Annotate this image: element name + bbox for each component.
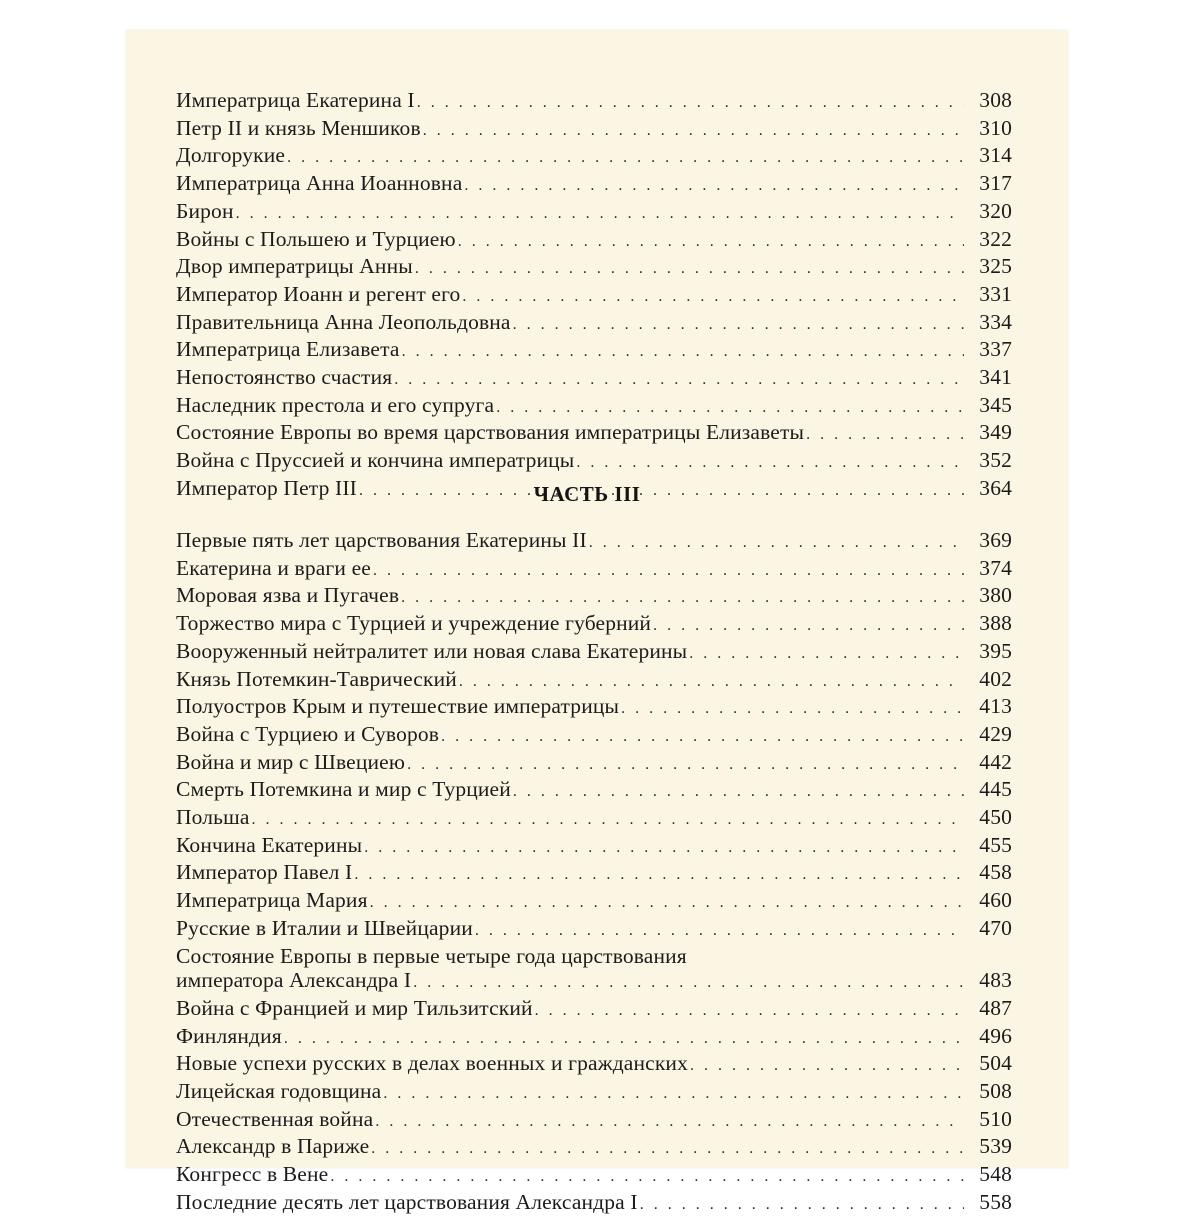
toc-entry-page-number: 369 <box>979 528 1012 552</box>
toc-entry-page-number: 458 <box>979 860 1012 885</box>
dot-leader <box>576 451 964 476</box>
toc-entry-page-number: 413 <box>979 694 1012 719</box>
toc-entry-row <box>176 1134 1012 1162</box>
dot-leader <box>589 531 964 556</box>
toc-part-three-entry <box>176 667 1012 695</box>
toc-entry-title: Екатерина и враги ее <box>176 555 371 580</box>
toc-part-two-list <box>176 88 1012 504</box>
toc-entry-row <box>176 750 1012 778</box>
toc-entry-row <box>176 116 1012 144</box>
toc-part-three-entry <box>176 750 1012 778</box>
toc-entry-row <box>176 420 1012 448</box>
toc-entry-title: Император Иоанн и регент его <box>176 281 461 306</box>
toc-entry-title: Состояние Европы в первые четыре года царствования <box>176 943 687 968</box>
toc-entry-page-number: 380 <box>979 583 1012 608</box>
toc-entry-title: Императрица Екатерина I <box>176 88 415 112</box>
toc-entry-page-number: 445 <box>979 777 1012 802</box>
toc-entry-title: Новые успехи русских в делах военных и гражданских <box>176 1051 688 1076</box>
toc-entry-row <box>176 88 1012 116</box>
toc-part-three-entry <box>176 694 1012 722</box>
toc-part-two-entry <box>176 88 1012 116</box>
toc-entry-row <box>176 528 1012 556</box>
toc-entry-row <box>176 722 1012 750</box>
toc-entry-row <box>176 805 1012 833</box>
toc-entry-page-number: 341 <box>979 365 1012 390</box>
dot-leader <box>287 146 964 171</box>
toc-entry-page-number: 317 <box>979 171 1012 196</box>
toc-entry-page-number: 402 <box>979 666 1012 691</box>
dot-leader <box>373 559 964 584</box>
dot-leader <box>653 614 964 639</box>
dot-leader <box>401 586 964 611</box>
toc-entry-title: Императрица Мария <box>176 888 368 913</box>
toc-entry-row <box>176 393 1012 421</box>
toc-part-two-entry <box>176 337 1012 365</box>
toc-part-three-entry <box>176 1107 1012 1135</box>
toc-part-three-entry <box>176 805 1012 833</box>
dot-leader <box>354 863 964 888</box>
toc-part-three-entry <box>176 916 1012 944</box>
toc-entry-page-number: 325 <box>979 254 1012 279</box>
dot-leader <box>459 670 964 695</box>
dot-leader <box>413 971 964 996</box>
toc-entry-row <box>176 968 1012 996</box>
toc-entry-title: Смерть Потемкина и мир с Турцией <box>176 777 511 802</box>
toc-entry-row <box>176 1190 1012 1218</box>
toc-entry-title: Моровая язва и Пугачев <box>176 583 400 608</box>
toc-entry-row <box>176 337 1012 365</box>
toc-entry-page-number: 322 <box>979 226 1012 251</box>
dot-leader <box>407 753 964 778</box>
toc-entry-row <box>176 888 1012 916</box>
toc-entry-title: Князь Потемкин-Таврический <box>176 666 457 691</box>
toc-entry-title: Польша <box>176 805 250 830</box>
toc-entry-page-number: 470 <box>979 915 1012 940</box>
toc-entry-row <box>176 833 1012 861</box>
toc-entry-row <box>176 282 1012 310</box>
toc-part-three-entry <box>176 968 1012 996</box>
toc-part-three-entry <box>176 1162 1012 1190</box>
toc-entry-page-number: 364 <box>979 475 1012 500</box>
toc-part-two-entry <box>176 171 1012 199</box>
dot-leader <box>496 396 964 421</box>
toc-entry-row <box>176 611 1012 639</box>
toc-entry-title: Последние десять лет царствования Александра I <box>176 1189 638 1214</box>
toc-part-three-entry <box>176 833 1012 861</box>
toc-part-three-list <box>176 528 1012 1218</box>
dot-leader <box>371 1137 964 1162</box>
toc-entry-page-number: 496 <box>979 1023 1012 1048</box>
part-three-heading-text: ЧАСТЬ III <box>533 482 641 506</box>
toc-entry-row <box>176 227 1012 255</box>
toc-entry-title: Война и мир с Швециею <box>176 749 406 774</box>
toc-part-two-entry <box>176 420 1012 448</box>
toc-entry-row <box>176 1079 1012 1107</box>
toc-entry-row <box>176 254 1012 282</box>
dot-leader <box>423 119 964 144</box>
toc-entry-page-number: 334 <box>979 309 1012 334</box>
toc-entry-title: Торжество мира с Турцией и учреждение губерний <box>176 611 652 636</box>
toc-entry-page-number: 337 <box>979 337 1012 362</box>
toc-entry-title: Петр II и князь Меншиков <box>176 115 421 140</box>
toc-part-three-entry <box>176 1079 1012 1107</box>
toc-part-three-entry <box>176 777 1012 805</box>
toc-entry-row <box>176 777 1012 805</box>
toc-entry-row <box>176 860 1012 888</box>
toc-entry-row <box>176 667 1012 695</box>
toc-entry-title: Война с Турциею и Суворов <box>176 721 440 746</box>
toc-entry-page-number: 504 <box>979 1051 1012 1076</box>
toc-entry-page-number: 320 <box>979 198 1012 223</box>
toc-part-two-entry <box>176 199 1012 227</box>
toc-part-three-entry <box>176 860 1012 888</box>
toc-entry-page-number: 429 <box>979 721 1012 746</box>
toc-entry-page-number: 349 <box>979 420 1012 445</box>
toc-part-three-entry <box>176 583 1012 611</box>
toc-part-three-entry <box>176 1190 1012 1218</box>
toc-entry-row <box>176 365 1012 393</box>
toc-entry-title: Отечественная война <box>176 1106 374 1131</box>
dot-leader <box>689 642 964 667</box>
toc-part-two-entry <box>176 282 1012 310</box>
toc-entry-row <box>176 996 1012 1024</box>
toc-entry-title: Непостоянство счастия <box>176 365 393 390</box>
toc-entry-title: Наследник престола и его супруга <box>176 392 495 417</box>
toc-entry-title: Императрица Анна Иоанновна <box>176 171 463 196</box>
toc-entry-page-number: 308 <box>979 88 1012 112</box>
toc-entry-title: Конгресс в Вене <box>176 1162 329 1187</box>
toc-entry-row <box>176 944 1012 969</box>
toc-entry-title: Правительница Анна Леопольдовна <box>176 309 511 334</box>
dot-leader <box>375 1110 964 1135</box>
dot-leader <box>284 1027 964 1052</box>
toc-part-three-entry <box>176 528 1012 556</box>
toc-entry-row <box>176 448 1012 476</box>
toc-entry-title: Состояние Европы во время царствования императрицы Елизаветы <box>176 420 805 445</box>
toc-entry-page-number: 314 <box>979 143 1012 168</box>
toc-entry-page-number: 450 <box>979 805 1012 830</box>
dot-leader <box>464 174 964 199</box>
toc-entry-row <box>176 1051 1012 1079</box>
toc-entry-row <box>176 1162 1012 1190</box>
toc-part-two-entry <box>176 365 1012 393</box>
toc-part-three-entry <box>176 611 1012 639</box>
toc-entry-title: Война с Пруссией и кончина императрицы <box>176 448 575 473</box>
dot-leader <box>640 1193 964 1218</box>
toc-part-three-entry <box>176 944 1012 969</box>
toc-entry-page-number: 483 <box>979 968 1012 993</box>
toc-entry-title: Финляндия <box>176 1023 282 1048</box>
toc-entry-title: Императрица Елизавета <box>176 337 400 362</box>
toc-entry-title: Двор императрицы Анны <box>176 254 413 279</box>
toc-entry-page-number: 331 <box>979 281 1012 306</box>
dot-leader <box>415 257 964 282</box>
toc-entry-title: Александр в Париже <box>176 1134 370 1159</box>
toc-entry-page-number: 395 <box>979 638 1012 663</box>
toc-entry-row <box>176 310 1012 338</box>
toc-part-three-entry <box>176 996 1012 1024</box>
dot-leader <box>417 91 964 116</box>
toc-entry-page-number: 508 <box>979 1079 1012 1104</box>
toc-entry-title: Полуостров Крым и путешествие императрицы <box>176 694 620 719</box>
toc-entry-title: Лицейская годовщина <box>176 1079 382 1104</box>
dot-leader <box>330 1165 964 1190</box>
dot-leader <box>252 808 964 833</box>
dot-leader <box>236 202 964 227</box>
dot-leader <box>458 230 964 255</box>
toc-entry-page-number: 352 <box>979 448 1012 473</box>
dot-leader <box>690 1054 964 1079</box>
dot-leader <box>402 340 964 365</box>
toc-entry-title: Император Петр III <box>176 475 357 500</box>
toc-entry-title: Долгорукие <box>176 143 286 168</box>
toc-entry-row <box>176 583 1012 611</box>
toc-entry-row <box>176 916 1012 944</box>
toc-part-three-entry <box>176 1051 1012 1079</box>
dot-leader <box>462 285 964 310</box>
dot-leader <box>364 836 964 861</box>
toc-entry-title: Вооруженный нейтралитет или новая слава Екатерины <box>176 638 688 663</box>
book-page <box>126 30 1068 1214</box>
toc-entry-row <box>176 694 1012 722</box>
dot-leader <box>513 780 964 805</box>
toc-entry-row <box>176 143 1012 171</box>
dot-leader <box>513 313 964 338</box>
dot-leader <box>475 919 964 944</box>
toc-entry-row <box>176 1024 1012 1052</box>
toc-part-two-entry <box>176 393 1012 421</box>
toc-entry-page-number: 388 <box>979 611 1012 636</box>
toc-entry-row <box>176 639 1012 667</box>
toc-part-three-entry <box>176 1134 1012 1162</box>
toc-part-three-entry <box>176 556 1012 584</box>
toc-entry-page-number: 345 <box>979 392 1012 417</box>
toc-entry-page-number: 548 <box>979 1162 1012 1187</box>
toc-entry-page-number: 510 <box>979 1106 1012 1131</box>
toc-part-two-entry <box>176 254 1012 282</box>
dot-leader <box>621 697 964 722</box>
toc-entry-page-number: 460 <box>979 888 1012 913</box>
toc-entry-page-number: 310 <box>979 115 1012 140</box>
toc-part-two-entry <box>176 310 1012 338</box>
toc-entry-page-number: 539 <box>979 1134 1012 1159</box>
dot-leader <box>535 999 964 1024</box>
dot-leader <box>370 891 964 916</box>
toc-part-two-entry <box>176 116 1012 144</box>
toc-entry-page-number: 455 <box>979 832 1012 857</box>
toc-entry-page-number: 558 <box>979 1189 1012 1214</box>
part-three-heading <box>126 482 1068 507</box>
toc-entry-title: императора Александра I <box>176 968 412 993</box>
dot-leader <box>383 1082 964 1107</box>
toc-part-two-entry <box>176 448 1012 476</box>
toc-entry-title: Война с Францией и мир Тильзитский <box>176 995 533 1020</box>
toc-entry-title: Кончина Екатерины <box>176 832 363 857</box>
toc-entry-row <box>176 171 1012 199</box>
toc-part-three-entry <box>176 722 1012 750</box>
toc-entry-page-number: 487 <box>979 995 1012 1020</box>
dot-leader <box>394 368 964 393</box>
dot-leader <box>441 725 964 750</box>
dot-leader <box>806 423 964 448</box>
toc-entry-title: Войны с Польшею и Турциею <box>176 226 456 251</box>
toc-entry-title: Русские в Италии и Швейцарии <box>176 915 473 940</box>
toc-entry-page-number: 442 <box>979 749 1012 774</box>
toc-part-three-entry <box>176 1024 1012 1052</box>
toc-part-two-entry <box>176 143 1012 171</box>
toc-entry-page-number: 374 <box>979 555 1012 580</box>
toc-entry-title: Первые пять лет царствования Екатерины II <box>176 528 587 552</box>
toc-part-two-entry <box>176 227 1012 255</box>
toc-part-three-entry <box>176 888 1012 916</box>
toc-entry-row <box>176 556 1012 584</box>
toc-entry-row <box>176 1107 1012 1135</box>
toc-entry-title: Бирон <box>176 198 234 223</box>
toc-entry-title: Император Павел I <box>176 860 353 885</box>
toc-part-three-entry <box>176 639 1012 667</box>
toc-entry-row <box>176 199 1012 227</box>
